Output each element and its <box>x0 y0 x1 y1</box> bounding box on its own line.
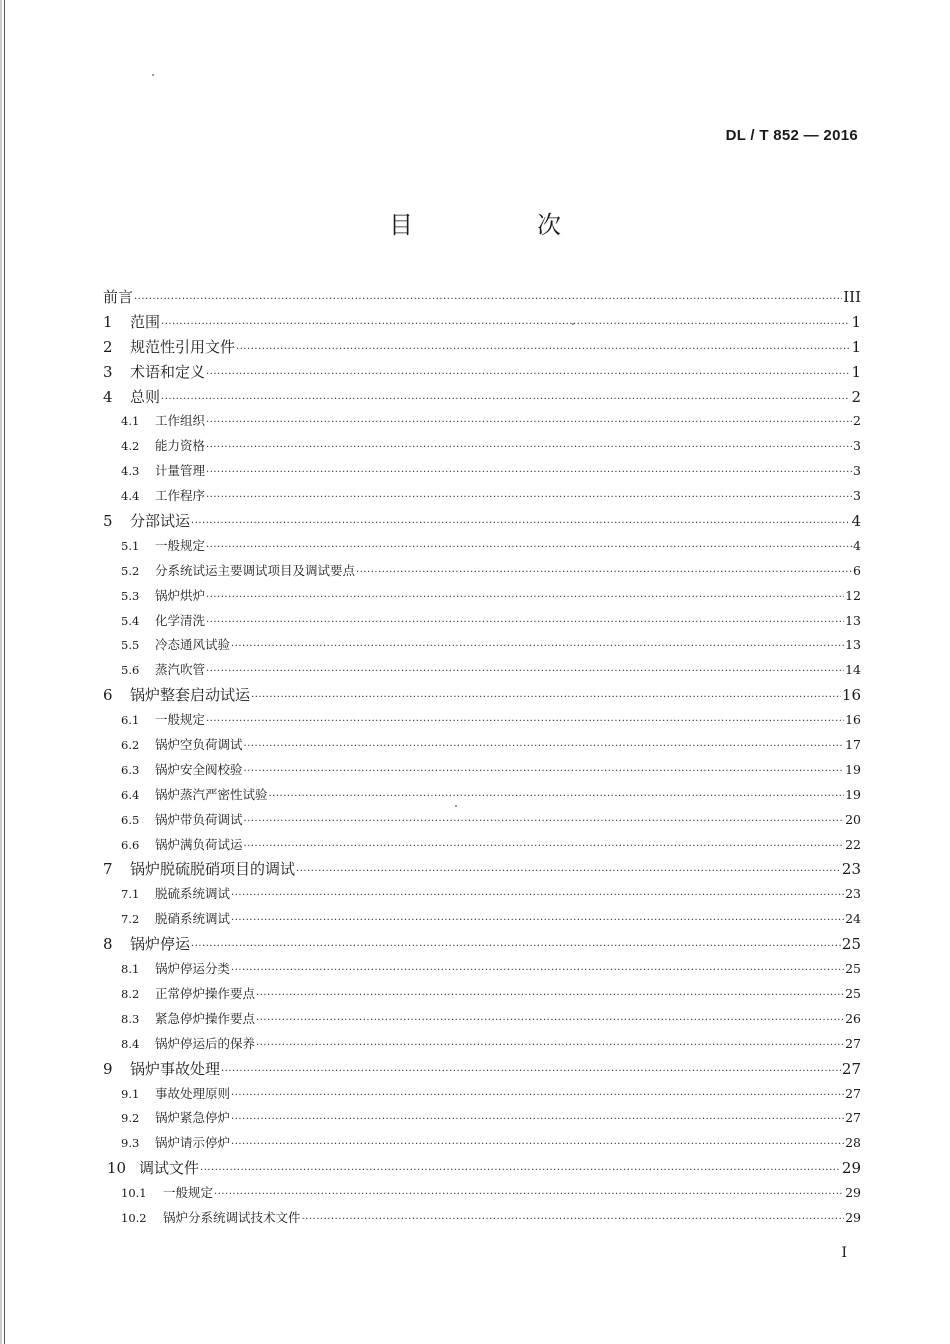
dot-leader <box>206 658 844 685</box>
toc-entry[interactable] <box>103 758 861 783</box>
toc-entry[interactable] <box>103 907 861 932</box>
dot-leader <box>134 285 842 313</box>
dot-leader <box>302 1206 845 1233</box>
dot-leader <box>256 1032 844 1059</box>
toc-entry-title: 范围 <box>130 312 161 331</box>
toc-entry[interactable] <box>103 335 861 360</box>
toc-entry-number: 7.2 <box>121 912 140 927</box>
toc-entry-number: 7 <box>103 860 113 879</box>
dot-leader <box>231 957 844 984</box>
toc-entry-number: 9 <box>103 1059 113 1078</box>
dot-leader <box>251 683 841 711</box>
toc-entry[interactable] <box>103 609 861 634</box>
toc-entry[interactable] <box>103 534 861 559</box>
toc-entry-title: 锅炉带负荷调试 <box>155 811 243 827</box>
toc-entry[interactable] <box>103 285 861 310</box>
toc-entry-page: 25 <box>845 985 861 1001</box>
toc-entry-title: 锅炉空负荷调试 <box>155 737 243 753</box>
dot-leader <box>296 857 841 885</box>
dot-leader <box>236 335 850 363</box>
toc-entry-title: 调试文件 <box>139 1159 200 1178</box>
toc-entry-title: 规范性引用文件 <box>130 337 236 356</box>
dot-leader <box>206 409 852 436</box>
scan-speck <box>572 323 574 325</box>
toc-entry-page: 2 <box>851 387 861 406</box>
toc-entry[interactable] <box>103 584 861 609</box>
toc-entry-number: 8.1 <box>121 962 140 977</box>
toc-entry-number: 6.6 <box>121 837 140 852</box>
toc-entry-title: 锅炉事故处理 <box>130 1059 221 1078</box>
dot-leader <box>206 584 844 611</box>
toc-entry-number: 10 <box>107 1159 127 1178</box>
toc-entry[interactable] <box>103 385 861 410</box>
toc-entry[interactable] <box>103 932 861 957</box>
toc-entry-number: 4 <box>103 387 113 406</box>
toc-entry-page: 17 <box>845 737 861 753</box>
toc-entry-number: 8.4 <box>121 1036 140 1051</box>
toc-entry-title: 锅炉停运后的保养 <box>155 1035 256 1051</box>
toc-entry[interactable] <box>103 1032 861 1057</box>
toc-entry-title: 锅炉脱硫脱硝项目的调试 <box>130 860 296 879</box>
toc-entry-number: 9.3 <box>121 1136 140 1151</box>
toc-entry-title: 锅炉整套启动试运 <box>130 686 251 705</box>
dot-leader <box>206 434 852 461</box>
dot-leader <box>231 1131 844 1158</box>
toc-entry[interactable] <box>103 783 861 808</box>
toc-entry-number: 8 <box>103 935 113 954</box>
toc-entry-title: 锅炉停运 <box>130 935 191 954</box>
toc-entry-page: III <box>843 288 861 306</box>
toc-entry[interactable] <box>103 683 861 708</box>
toc-entry[interactable] <box>103 733 861 758</box>
toc-entry-title: 一般规定 <box>163 1185 214 1201</box>
toc-entry-title: 紧急停炉操作要点 <box>155 1010 256 1026</box>
toc-entry-number: 5.1 <box>121 538 140 553</box>
toc-entry-title: 化学清洗 <box>155 612 206 628</box>
toc-entry-page: 27 <box>845 1110 861 1126</box>
scan-speck <box>455 805 457 807</box>
toc-entry-page: 6 <box>853 562 861 578</box>
toc-entry[interactable] <box>103 409 861 434</box>
toc-entry-page: 28 <box>845 1135 861 1151</box>
toc-entry-number: 7.1 <box>121 887 140 902</box>
document-code: DL / T 852 — 2016 <box>725 127 858 144</box>
dot-leader <box>191 932 841 960</box>
toc-entry-title: 术语和定义 <box>130 362 206 381</box>
toc-entry[interactable] <box>103 857 861 882</box>
toc-entry-title: 蒸汽吹管 <box>155 662 206 678</box>
toc-entry-number: 9.1 <box>121 1086 140 1101</box>
toc-entry-number: 5 <box>103 512 113 531</box>
toc-entry[interactable] <box>103 459 861 484</box>
toc-entry-title: 锅炉请示停炉 <box>155 1135 231 1151</box>
toc-entry-number: 5.5 <box>121 638 140 653</box>
toc-entry-title: 前言 <box>103 288 134 306</box>
toc-entry-title: 分部试运 <box>130 512 191 531</box>
toc-entry[interactable] <box>103 509 861 534</box>
toc-entry-title: 能力资格 <box>155 438 206 454</box>
toc-entry-number: 6.1 <box>121 713 140 728</box>
toc-entry[interactable] <box>103 833 861 858</box>
toc-entry-title: 冷态通风试验 <box>155 637 231 653</box>
toc-entry-page: 2 <box>853 413 861 429</box>
dot-leader <box>221 1057 841 1085</box>
toc-entry[interactable] <box>103 1181 861 1206</box>
toc-entry[interactable] <box>103 708 861 733</box>
dot-leader <box>231 882 844 909</box>
toc-entry[interactable] <box>103 633 861 658</box>
toc-entry-number: 2 <box>103 337 113 356</box>
toc-entry-number: 4.2 <box>121 439 140 454</box>
toc-entry-number: 3 <box>103 362 113 381</box>
toc-entry-number: 6.4 <box>121 787 140 802</box>
dot-leader <box>206 708 844 735</box>
binding-edge <box>4 0 5 1344</box>
dot-leader <box>256 982 844 1009</box>
toc-entry[interactable] <box>103 982 861 1007</box>
toc-entry-title: 脱硫系统调试 <box>155 886 231 902</box>
toc-entry-title: 一般规定 <box>155 712 206 728</box>
toc-entry-title: 脱硝系统调试 <box>155 911 231 927</box>
toc-entry-page: 12 <box>845 587 861 603</box>
dot-leader <box>231 1106 844 1133</box>
toc-entry-number: 8.2 <box>121 986 140 1001</box>
toc-entry-page: 4 <box>853 537 861 553</box>
toc-entry-page: 26 <box>845 1010 861 1026</box>
toc-entry-number: 5.4 <box>121 613 140 628</box>
dot-leader <box>231 907 844 934</box>
toc-entry-page: 24 <box>845 911 861 927</box>
toc-entry[interactable] <box>103 1082 861 1107</box>
toc-entry[interactable] <box>103 1007 861 1032</box>
toc-entry[interactable] <box>103 1131 861 1156</box>
dot-leader <box>161 310 850 338</box>
toc-entry-title: 一般规定 <box>155 537 206 553</box>
dot-leader <box>244 758 845 785</box>
dot-leader <box>206 609 844 636</box>
toc-entry-title: 工作组织 <box>155 413 206 429</box>
toc-entry-page: 19 <box>845 786 861 802</box>
toc-entry-number: 10.2 <box>121 1210 147 1225</box>
toc-entry-page: 23 <box>845 886 861 902</box>
toc-entry-page: 13 <box>845 612 861 628</box>
toc-entry-page: 25 <box>845 961 861 977</box>
toc-entry[interactable] <box>103 1156 861 1181</box>
toc-entry-page: 13 <box>845 637 861 653</box>
table-of-contents <box>103 285 861 1231</box>
dot-leader <box>206 534 852 561</box>
toc-entry-title: 锅炉分系统调试技术文件 <box>163 1209 301 1225</box>
toc-entry-page: 29 <box>845 1185 861 1201</box>
toc-entry-page: 22 <box>845 836 861 852</box>
toc-entry-number: 4.1 <box>121 414 140 429</box>
toc-entry-title: 锅炉停运分类 <box>155 961 231 977</box>
toc-entry-page: 1 <box>851 312 861 331</box>
toc-entry-number: 6 <box>103 686 113 705</box>
dot-leader <box>206 484 852 511</box>
toc-entry-title: 总则 <box>130 387 161 406</box>
toc-entry[interactable] <box>103 658 861 683</box>
dot-leader <box>256 1007 844 1034</box>
toc-entry-number: 5.3 <box>121 588 140 603</box>
toc-entry-title: 事故处理原则 <box>155 1085 231 1101</box>
toc-entry[interactable] <box>103 808 861 833</box>
toc-entry-page: 3 <box>853 488 861 504</box>
toc-entry-page: 14 <box>845 662 861 678</box>
toc-entry-number: 10.1 <box>121 1186 147 1201</box>
toc-entry-title: 分系统试运主要调试项目及调试要点 <box>155 562 356 578</box>
toc-entry-page: 20 <box>845 811 861 827</box>
page-number: I <box>841 1245 847 1261</box>
toc-entry-page: 27 <box>845 1085 861 1101</box>
toc-entry-number: 6.5 <box>121 812 140 827</box>
toc-entry-page: 4 <box>851 512 861 531</box>
toc-entry-page: 3 <box>853 463 861 479</box>
dot-leader <box>214 1181 844 1208</box>
toc-entry-title: 工作程序 <box>155 488 206 504</box>
toc-entry[interactable] <box>103 882 861 907</box>
toc-entry[interactable] <box>103 1206 861 1231</box>
toc-entry[interactable] <box>103 434 861 459</box>
dot-leader <box>244 733 845 760</box>
toc-entry-number: 1 <box>103 312 113 331</box>
dot-leader <box>231 633 844 660</box>
dot-leader <box>244 833 845 860</box>
toc-entry-page: 27 <box>841 1059 861 1078</box>
dot-leader <box>191 509 850 537</box>
toc-entry-page: 27 <box>845 1035 861 1051</box>
dot-leader <box>356 559 852 586</box>
toc-entry[interactable] <box>103 559 861 584</box>
toc-entry[interactable] <box>103 484 861 509</box>
toc-entry-page: 16 <box>845 712 861 728</box>
toc-entry-title: 锅炉满负荷试运 <box>155 836 243 852</box>
toc-entry-page: 1 <box>851 337 861 356</box>
toc-entry-number: 6.3 <box>121 762 140 777</box>
toc-entry-title: 锅炉紧急停炉 <box>155 1110 231 1126</box>
toc-entry-page: 23 <box>841 860 861 879</box>
toc-entry-page: 16 <box>841 686 861 705</box>
dot-leader <box>200 1156 841 1184</box>
dot-leader <box>206 360 850 388</box>
toc-entry-number: 5.6 <box>121 663 140 678</box>
toc-entry-number: 5.2 <box>121 563 140 578</box>
page-title: 目 次 <box>389 211 611 239</box>
scan-speck <box>152 74 154 76</box>
toc-entry-page: 3 <box>853 438 861 454</box>
toc-entry-page: 19 <box>845 761 861 777</box>
dot-leader <box>206 459 852 486</box>
toc-entry[interactable] <box>103 1106 861 1131</box>
toc-entry-page: 29 <box>841 1159 861 1178</box>
toc-entry-number: 9.2 <box>121 1111 140 1126</box>
toc-entry-number: 4.4 <box>121 489 140 504</box>
toc-entry-title: 锅炉蒸汽严密性试验 <box>155 786 268 802</box>
toc-entry-number: 6.2 <box>121 738 140 753</box>
dot-leader <box>231 1082 844 1109</box>
toc-entry-page: 1 <box>851 362 861 381</box>
toc-entry-page: 25 <box>841 935 861 954</box>
toc-entry-title: 锅炉烘炉 <box>155 587 206 603</box>
toc-entry-page: 29 <box>845 1209 861 1225</box>
toc-entry-number: 4.3 <box>121 464 140 479</box>
toc-entry[interactable] <box>103 1057 861 1082</box>
toc-entry-title: 正常停炉操作要点 <box>155 985 256 1001</box>
toc-entry[interactable] <box>103 310 861 335</box>
dot-leader <box>161 385 850 413</box>
toc-entry[interactable] <box>103 957 861 982</box>
toc-entry-number: 8.3 <box>121 1011 140 1026</box>
dot-leader <box>244 808 845 835</box>
binding-edge-shadow <box>0 0 2 1344</box>
dot-leader <box>269 783 845 810</box>
toc-entry[interactable] <box>103 360 861 385</box>
toc-entry-title: 锅炉安全阀校验 <box>155 761 243 777</box>
toc-entry-title: 计量管理 <box>155 463 206 479</box>
